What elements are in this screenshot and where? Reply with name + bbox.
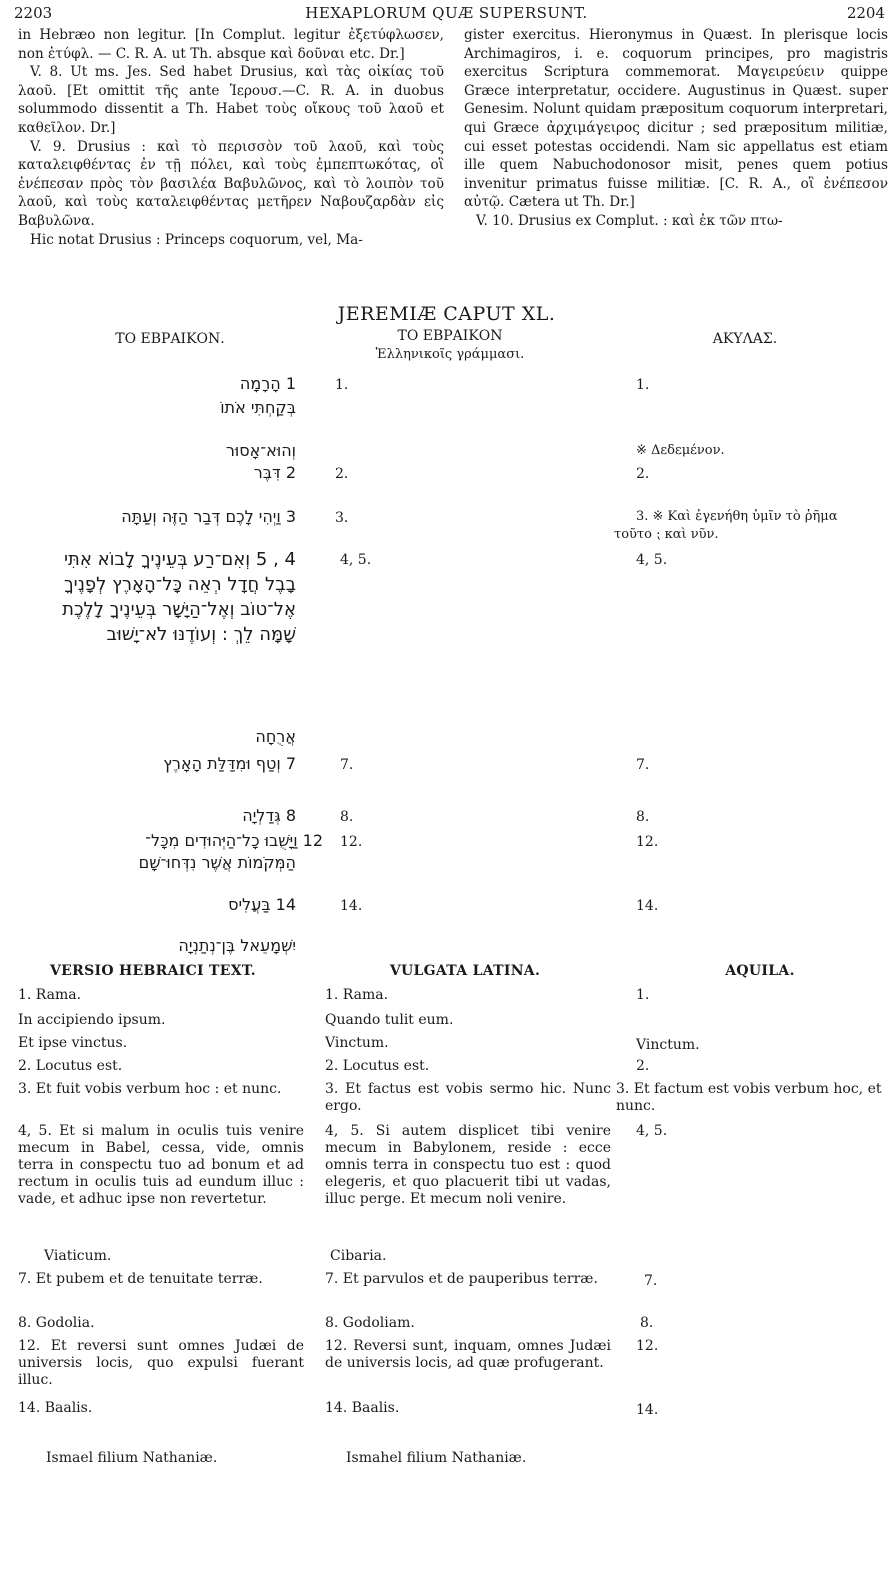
page-number-right: 2204: [846, 4, 885, 22]
latin-aquila-row: 7.: [644, 1273, 658, 1289]
hebrew-line: 7 וְטַף וּמִדַּלַּת הָאָרֶץ: [163, 754, 296, 773]
aquila-verse-number: 2.: [636, 466, 650, 482]
latin-aquila-row: Vinctum.: [636, 1037, 700, 1053]
hebrew-line: 2 דִּבֶּר: [253, 463, 296, 482]
latin-vulgata-row: 14. Baalis.: [325, 1400, 400, 1416]
hebrew-line: יִשְׁמָעֵאל בֶּן־נְתַנְיָה: [178, 936, 296, 955]
column-header-translit: ΤΟ ΕΒΡΑΙΚΟΝ: [397, 328, 503, 344]
aquila-verse-number: 1.: [636, 377, 650, 393]
hebrew-line: 14 בַּעֲלִיס: [228, 895, 296, 914]
latin-hebrew-row: 2. Locutus est.: [18, 1058, 123, 1074]
hebrew-line: אֶל־טוֹב וְאֶל־הַיָּשָׁר בְּעֵינֶיךָ לָלֶכֶת: [62, 599, 296, 620]
latin-vulgata-row: Ismahel filium Nathaniæ.: [346, 1450, 527, 1466]
latin-vulgata-row: 4, 5. Si autem displicet tibi venire mecum in Babylonem, reside : ecce omnis terra in conspectu tuo est : quod elegeris, et quo placuerit tibi ut vadas, illuc perge. Et mecum noli venire.: [325, 1123, 611, 1207]
note-paragraph: Hic notat Drusius : Princeps coquorum, vel, Ma-: [30, 231, 363, 248]
latin-aquila-row: 3. Et factum est vobis verbum hoc, et nunc.: [616, 1081, 882, 1114]
column-subheader-translit: Ἑλληνικοῖς γράμμασι.: [375, 347, 525, 362]
latin-hebrew-row: Ismael filium Nathaniæ.: [46, 1450, 218, 1466]
translit-verse-number: 3.: [335, 510, 349, 526]
hebrew-line: שָׁמָּה לֵךְ : וְעוֹדֶנּוּ לֹא־יָשׁוּב: [106, 624, 296, 645]
translit-verse-number: 4, 5.: [340, 552, 372, 568]
latin-aquila-row: 1.: [636, 987, 650, 1003]
latin-header-aquila: AQUILA.: [725, 963, 795, 979]
note-paragraph: V. 8. Ut ms. Jes. Sed habet Drusius, καὶ τὰς οἰκίας τοῦ λαοῦ. [Et omittit τῆς ante Ἱερουσ.—C. R. A. in duobus solummodo dissentit a Th. Habet τοὺς οἴκους τοῦ λαοῦ et καθεῖλον. Dr.]: [18, 64, 444, 136]
hebrew-line: 12 וַיָּשֻׁבוּ כָל־הַיְּהוּדִים מִכָּל־: [145, 831, 323, 850]
aquila-verse-number: 7.: [636, 757, 650, 773]
page-number-left: 2203: [14, 4, 53, 22]
translit-verse-number: 2.: [335, 466, 349, 482]
note-paragraph: gister exercitus. Hieronymus in Quæst. In plerisque locis Archimagiros, i. e. coquorum principes, pro magistris exercitus Scriptura commemorat. Μαγειρεύειν quippe Græce interpretatur, occidere. Augustinus in Quæst. super Genesim. Nolunt quidam præpositum coquorum interpretari, qui Græce ἀρχιμάγειρος dicitur ; sed præpositum militiæ, cui esset potestas occidendi. Nam sic appellatus est etiam ille quem Nabuchodonosor misit, penes quem potius invenitur primatus fuisse militiæ. [C. R. A., οἳ ἐνέπεσον αὐτῷ. Cætera ut Th. Dr.]: [464, 27, 888, 211]
translit-verse-number: 8.: [340, 809, 354, 825]
latin-aquila-row: 2.: [636, 1058, 650, 1074]
aquila-greek-line: 3. ※ Καὶ ἐγενήθη ὑμῖν τὸ ῥῆμα: [636, 509, 838, 524]
latin-hebrew-row: 4, 5. Et si malum in oculis tuis venire mecum in Babel, cessa, vide, omnis terra in conspectu tuo ad bonum et ad rectum in oculis tuis ad eundum illuc : vade, et adhuc ipse non revertetur.: [18, 1123, 304, 1207]
latin-aquila-row: 14.: [636, 1402, 659, 1418]
hebrew-line: 8 גְּדַלְיָה: [242, 806, 296, 825]
latin-hebrew-row: 12. Et reversi sunt omnes Judæi de universis locis, quo expulsi fuerant illuc.: [18, 1338, 304, 1388]
latin-hebrew-row: Viaticum.: [44, 1248, 112, 1264]
note-paragraph: in Hebræo non legitur. [In Complut. legitur ἐξετύφλωσεν, non ἐτύφλ. — C. R. A. ut Th. absque καὶ δοῦναι etc. Dr.]: [18, 27, 444, 62]
latin-hebrew-row: 3. Et fuit vobis verbum hoc : et nunc.: [18, 1081, 282, 1097]
translit-verse-number: 14.: [340, 898, 363, 914]
latin-hebrew-row: 8. Godolia.: [18, 1315, 95, 1331]
aquila-verse-number: 14.: [636, 898, 659, 914]
latin-hebrew-row: 14. Baalis.: [18, 1400, 93, 1416]
translit-verse-number: 1.: [335, 377, 349, 393]
hebrew-line: בְּקַחְתִּי אֹתוֹ: [220, 398, 296, 417]
latin-vulgata-row: 1. Rama.: [325, 987, 389, 1003]
aquila-greek-line: ※ Δεδεμένον.: [636, 443, 725, 458]
translit-verse-number: 12.: [340, 834, 363, 850]
hebrew-line: וְהוּא־אָסוּר: [225, 441, 296, 460]
latin-aquila-row: 12.: [636, 1338, 659, 1354]
hebrew-line: 1 הָרָמָה: [239, 374, 296, 393]
aquila-verse-number: 4, 5.: [636, 552, 668, 568]
latin-vulgata-row: 8. Godoliam.: [325, 1315, 415, 1331]
latin-vulgata-row: Vinctum.: [325, 1035, 389, 1051]
notes-right-column: [464, 26, 888, 231]
latin-hebrew-row: 1. Rama.: [18, 987, 82, 1003]
aquila-greek-line: τοῦτο ⁏ καὶ νῦν.: [614, 527, 719, 542]
notes-left-column: [18, 26, 444, 249]
latin-vulgata-row: 7. Et parvulos et de pauperibus terræ.: [325, 1271, 598, 1287]
running-title: HEXAPLORUM QUÆ SUPERSUNT.: [305, 4, 588, 22]
latin-vulgata-row: 12. Reversi sunt, inquam, omnes Judæi de universis locis, ad quæ profugerant.: [325, 1338, 611, 1371]
latin-aquila-row: 8.: [640, 1315, 654, 1331]
hebrew-line: הַמְּקֹמוֹת אֲשֶׁר נִדְּחוּ־שָׁם: [138, 853, 296, 872]
latin-vulgata-row: 2. Locutus est.: [325, 1058, 430, 1074]
latin-hebrew-row: In accipiendo ipsum.: [18, 1012, 166, 1028]
latin-aquila-row: 4, 5.: [636, 1123, 668, 1139]
aquila-verse-number: 8.: [636, 809, 650, 825]
chapter-title: JEREMIÆ CAPUT XL.: [337, 303, 556, 325]
aquila-verse-number: 12.: [636, 834, 659, 850]
hebrew-line: אֲרֻחָה: [255, 727, 296, 746]
latin-header-vulgata: VULGATA LATINA.: [389, 963, 541, 979]
latin-hebrew-row: 7. Et pubem et de tenuitate terræ.: [18, 1271, 263, 1287]
latin-header-hebrew: VERSIO HEBRAICI TEXT.: [50, 963, 256, 979]
note-paragraph: V. 9. Drusius : καὶ τὸ περισσὸν τοῦ λαοῦ, καὶ τοὺς καταλειφθέντας ἐν τῇ πόλει, καὶ τοὺς ἐμπεπτωκότας, οἳ ἐνέπεσαν πρὸς τὸν βασιλέα Βαβυλῶνος, καὶ τὸ λοιπὸν τοῦ λαοῦ, καὶ τοὺς καταλειφθέντας μετῆρεν Ναβουζαρδὰν εἰς Βαβυλῶνα.: [18, 138, 444, 229]
latin-hebrew-row: Et ipse vinctus.: [18, 1035, 128, 1051]
latin-vulgata-row: Cibaria.: [330, 1248, 387, 1264]
note-paragraph: V. 10. Drusius ex Complut. : καὶ ἐκ τῶν πτω-: [476, 212, 783, 229]
latin-vulgata-row: Quando tulit eum.: [325, 1012, 454, 1028]
hebrew-line: 3 וַיְהִי לָכֶם דְּבַר הַזֶּה וְעַתָּה: [121, 507, 296, 526]
translit-verse-number: 7.: [340, 757, 354, 773]
hebrew-line: בָבֶל חֲדָל רְאֵה כָּל־הָאָרֶץ לְפָנֶיךָ: [64, 574, 296, 595]
hebrew-line: 4 , 5 וְאִם־רַע בְּעֵינֶיךָ לָבוֹא אִתִּי: [63, 549, 296, 570]
column-header-aquila: ΑΚΥΛΑΣ.: [712, 331, 778, 347]
latin-vulgata-row: 3. Et factus est vobis sermo hic. Nunc ergo.: [325, 1081, 611, 1114]
column-header-hebrew: ΤΟ ΕΒΡΑΙΚΟΝ.: [115, 331, 225, 347]
